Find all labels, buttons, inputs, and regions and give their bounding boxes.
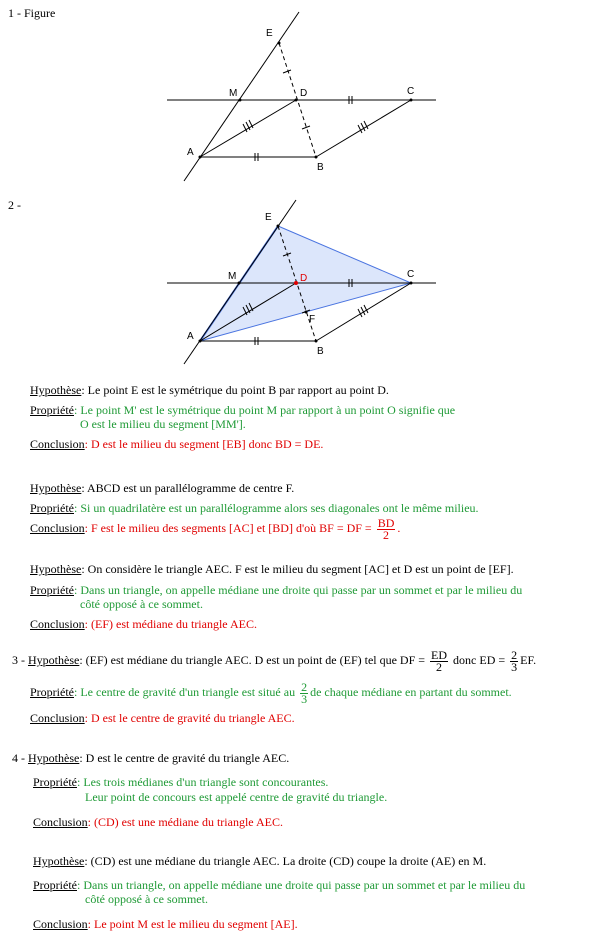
property-text: : Les trois médianes d'un triangle sont concourantes. xyxy=(77,775,329,789)
figure2-heading: 2 - xyxy=(8,198,21,212)
fraction-ed-2: $\frac{ED}{2}$ xyxy=(431,647,448,674)
fraction-2-3-property: $\frac{2}{3}$ xyxy=(301,679,308,706)
segment-ad xyxy=(200,100,296,157)
block2-property xyxy=(30,501,479,515)
section4-hypothesis xyxy=(12,751,289,765)
hypothesis-text: : (EF) est médiane du triangle AEC. D est un point de (EF) tel que DF = xyxy=(79,653,426,667)
section3-property: Propriété: Le centre de gravité d'un triangle est situé au $\frac{2}{3}$ de chaque médiane en partant du sommet. xyxy=(30,679,512,706)
label-a: A xyxy=(187,331,194,342)
section4-conclusion xyxy=(33,815,283,829)
conclusion-text: : F est le milieu des segments [AC] et [BD] d'où BF = DF = xyxy=(84,521,372,535)
conclusion-label: Conclusion xyxy=(30,617,85,631)
label-d: D xyxy=(300,273,308,284)
hypothesis-label: Hypothèse xyxy=(33,854,85,868)
block1-property xyxy=(30,403,455,417)
block3-conclusion xyxy=(30,617,257,631)
label-m: M xyxy=(229,88,238,99)
hypothesis-text: : Le point E est le symétrique du point B par rapport au point D. xyxy=(81,383,389,397)
conclusion-label: Conclusion xyxy=(30,521,85,535)
property-text: : Dans un triangle, on appelle médiane une droite qui passe par un sommet et par le milieu du xyxy=(77,878,526,892)
block3-property xyxy=(30,583,522,597)
hypothesis-label: Hypothèse xyxy=(28,653,80,667)
section3-hypothesis: 3 - Hypothèse: (EF) est médiane du triangle AEC. D est un point de (EF) tel que DF = $\frac{ED}{2}$ donc ED = $\frac{2}{3}$ EF. xyxy=(12,647,537,674)
figure2-diagram xyxy=(0,190,600,365)
section5-conclusion xyxy=(33,917,298,931)
hypothesis-label: Hypothèse xyxy=(30,562,82,576)
property-label: Propriété xyxy=(33,878,77,892)
conclusion-text: : (CD) est une médiane du triangle AEC. xyxy=(87,815,283,829)
block3-hypothesis xyxy=(30,562,514,576)
label-b: B xyxy=(317,162,324,173)
section5-property xyxy=(33,878,525,892)
property-text: : Le point M' est le symétrique du point M par rapport à un point O signifie que xyxy=(74,403,456,417)
label-c: C xyxy=(407,86,415,97)
conclusion-label: Conclusion xyxy=(33,917,88,931)
block2-hypothesis xyxy=(30,481,294,495)
block1-conclusion xyxy=(30,437,323,451)
conclusion-text: : Le point M est le milieu du segment [AE]. xyxy=(87,917,298,931)
property-label: Propriété xyxy=(30,403,74,417)
conclusion-label: Conclusion xyxy=(33,815,88,829)
section4-property xyxy=(33,775,328,789)
section3-number: 3 - xyxy=(12,653,28,667)
fraction-bd-2: $\frac{BD}{2}$ xyxy=(377,515,395,542)
figure1-diagram xyxy=(0,0,600,190)
label-a: A xyxy=(187,147,194,158)
hypothesis-label: Hypothèse xyxy=(30,383,82,397)
property-label: Propriété xyxy=(30,501,74,515)
label-d: D xyxy=(300,88,308,99)
conclusion-text: : (EF) est médiane du triangle AEC. xyxy=(84,617,257,631)
label-m: M xyxy=(228,271,237,282)
tick-ed xyxy=(283,70,291,73)
figure1-heading: 1 - Figure xyxy=(8,6,56,20)
property-text: : Dans un triangle, on appelle médiane une droite qui passe par un sommet et par le milieu du xyxy=(74,583,523,597)
block1-property-line2: O est le milieu du segment [MM']. xyxy=(80,417,246,431)
point-d-red xyxy=(294,281,298,285)
hypothesis-label: Hypothèse xyxy=(30,481,82,495)
label-e: E xyxy=(266,28,273,39)
property-text: : Le centre de gravité d'un triangle est situé au xyxy=(74,685,296,699)
property-text: : Si un quadrilatère est un parallélogramme alors ses diagonales ont le même milieu. xyxy=(74,501,479,515)
hypothesis-label: Hypothèse xyxy=(28,751,80,765)
section3-conclusion xyxy=(30,711,295,725)
section5-property-line2: côté opposé à ce sommet. xyxy=(85,892,208,906)
section4-number: 4 - xyxy=(12,751,28,765)
hypothesis-text: : D est le centre de gravité du triangle AEC. xyxy=(79,751,290,765)
label-f: F xyxy=(309,314,316,325)
hypothesis-text: : On considère le triangle AEC. F est le milieu du segment [AC] et D est un point de [EF]. xyxy=(81,562,514,576)
property-label: Propriété xyxy=(30,685,74,699)
fraction-2-3: $\frac{2}{3}$ xyxy=(511,647,518,674)
label-e: E xyxy=(265,212,272,223)
block3-property-line2: côté opposé à ce sommet. xyxy=(80,597,203,611)
property-label: Propriété xyxy=(30,583,74,597)
label-b: B xyxy=(317,346,324,357)
conclusion-label: Conclusion xyxy=(30,437,85,451)
block1-hypothesis xyxy=(30,383,389,397)
conclusion-label: Conclusion xyxy=(30,711,85,725)
block2-conclusion: Conclusion: F est le milieu des segments [AC] et [BD] d'où BF = DF = $\frac{BD}{2}$ . xyxy=(30,515,401,542)
line-ame xyxy=(184,12,299,181)
property-label: Propriété xyxy=(33,775,77,789)
section5-hypothesis xyxy=(33,854,486,868)
hypothesis-text: : (CD) est une médiane du triangle AEC. La droite (CD) coupe la droite (AE) en M. xyxy=(84,854,487,868)
label-c: C xyxy=(407,269,415,280)
conclusion-text: : D est le centre de gravité du triangle AEC. xyxy=(84,711,295,725)
conclusion-text: : D est le milieu du segment [EB] donc BD = DE. xyxy=(84,437,324,451)
hypothesis-text: : ABCD est un parallélogramme de centre F. xyxy=(81,481,295,495)
section4-property-line2: Leur point de concours est appelé centre de gravité du triangle. xyxy=(85,790,388,804)
